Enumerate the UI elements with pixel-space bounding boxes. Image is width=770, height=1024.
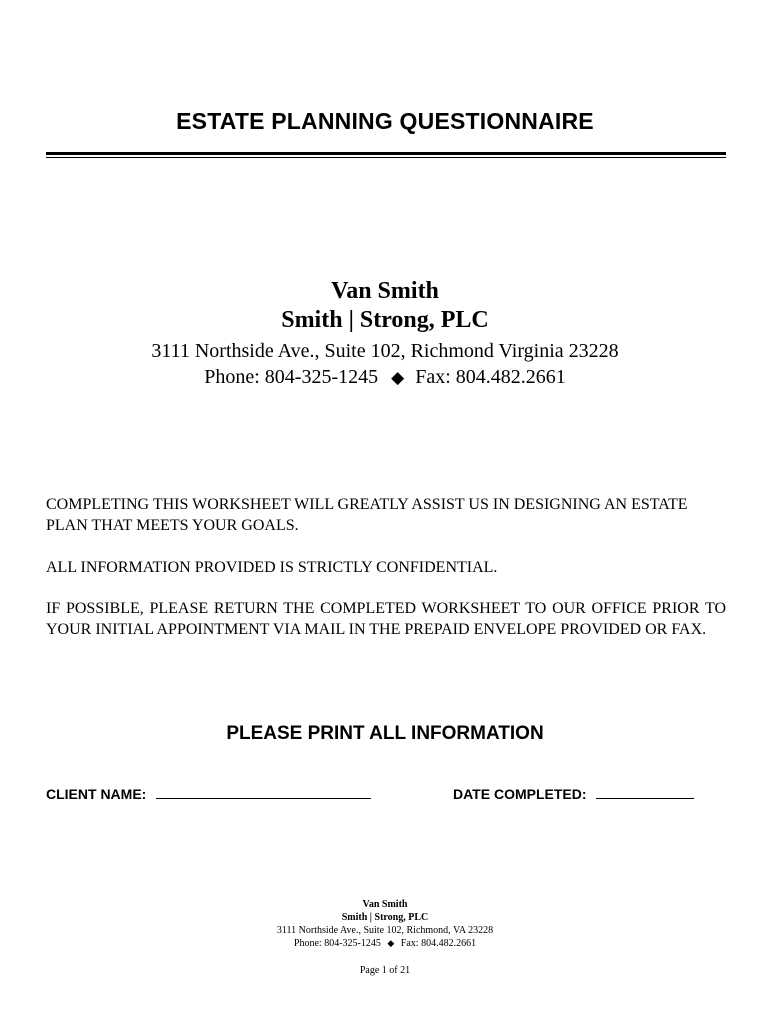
client-name-field <box>46 786 371 802</box>
document-title: ESTATE PLANNING QUESTIONNAIRE <box>176 108 594 134</box>
date-completed-blank[interactable] <box>596 786 694 799</box>
phone-label: Phone: <box>204 366 260 388</box>
footer-diamond-icon: ◆ <box>387 938 395 948</box>
date-completed-field <box>453 786 694 802</box>
footer-firm: Smith | Strong, PLC <box>341 912 429 923</box>
title-rule-thick <box>46 152 726 155</box>
footer-attorney: Van Smith <box>362 899 408 910</box>
date-completed-label: DATE COMPLETED: <box>453 786 587 802</box>
print-heading: PLEASE PRINT ALL INFORMATION <box>226 723 544 744</box>
instruction-confidential: ALL INFORMATION PROVIDED IS STRICTLY CONFIDENTIAL. <box>46 559 498 576</box>
footer-fax: 804.482.2661 <box>421 938 477 949</box>
footer-phone: 804-325-1245 <box>324 938 381 949</box>
firm-name: Smith | Strong, PLC <box>281 307 489 333</box>
firm-address: 3111 Northside Ave., Suite 102, Richmond Virginia 23228 <box>151 340 619 362</box>
fax-number: 804.482.2661 <box>455 366 566 388</box>
footer-fax-label: Fax: <box>400 938 419 949</box>
instruction-return: IF POSSIBLE, PLEASE RETURN THE COMPLETED WORKSHEET TO OUR OFFICE PRIOR TO YOUR INITIAL APPOINTMENT VIA MAIL IN THE PREPAID ENVELOPE PROVIDED OR FAX. <box>46 600 726 638</box>
client-name-label: CLIENT NAME: <box>46 786 147 802</box>
diamond-separator-icon: ◆ <box>391 368 405 387</box>
footer-contact-line <box>0 938 770 949</box>
instruction-assist: COMPLETING THIS WORKSHEET WILL GREATLY ASSIST US IN DESIGNING AN ESTATE PLAN THAT MEETS YOUR GOALS. <box>46 496 688 534</box>
footer-address: 3111 Northside Ave., Suite 102, Richmond, VA 23228 <box>276 925 494 936</box>
footer-phone-label: Phone: <box>293 938 322 949</box>
firm-contact-line <box>0 366 770 389</box>
title-rule-thin <box>46 157 726 158</box>
attorney-name: Van Smith <box>331 278 439 304</box>
phone-number: 804-325-1245 <box>264 366 379 388</box>
fax-label: Fax: <box>415 366 451 388</box>
page-number: Page 1 of 21 <box>359 965 411 976</box>
client-name-blank[interactable] <box>156 786 371 799</box>
